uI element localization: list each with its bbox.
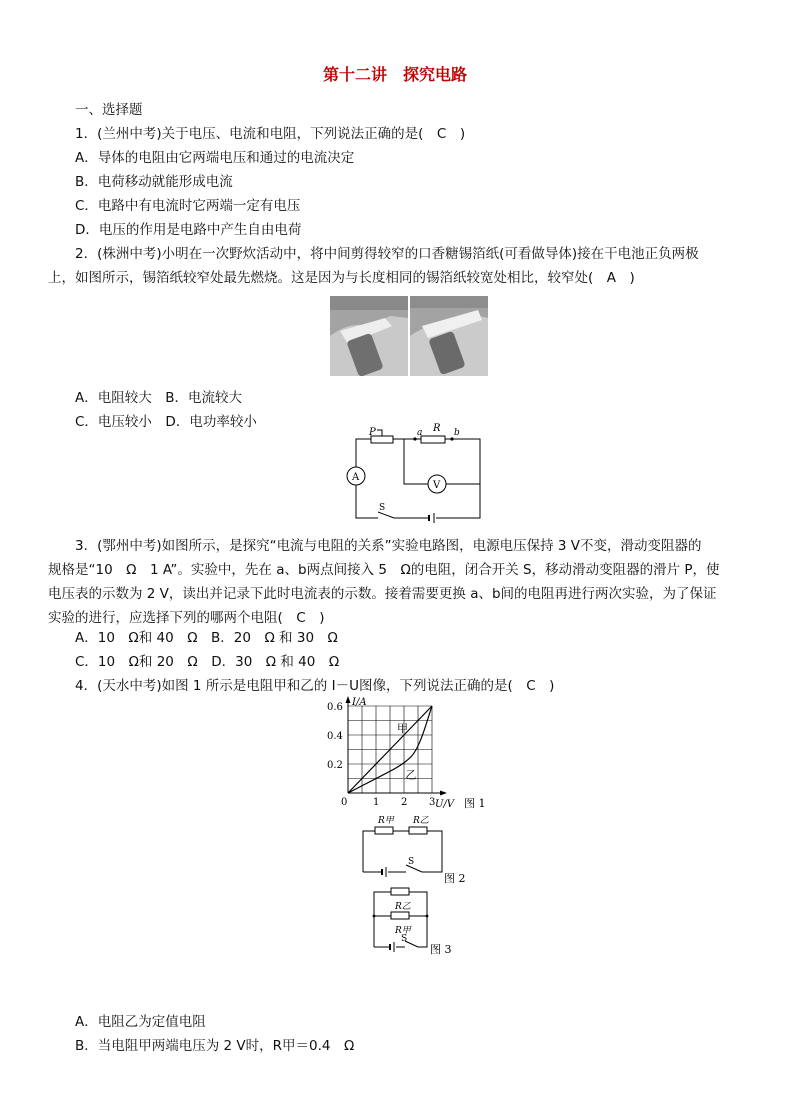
q1-option-d: D．电压的作用是电路中产生自由电荷 (75, 222, 302, 238)
label-r: R (433, 423, 441, 434)
q3-line4: 实验的进行，应选择下列的哪两个电阻( C ) (48, 610, 325, 626)
q1-option-a: A．导体的电阻由它两端电压和通过的电流决定 (75, 150, 355, 166)
q4-option-a: A．电阻乙为定值电阻 (75, 1014, 206, 1030)
q1-option-b: B．电荷移动就能形成电流 (75, 174, 233, 190)
q2-stem-line2: 上，如图所示，锡箔纸较窄处最先燃烧。这是因为与长度相同的锡箔纸较宽处相比，较窄处( A ) (48, 270, 635, 286)
y-tick-label: 0.2 (327, 760, 343, 771)
q3-line2: 规格是“10 Ω 1 A”。实验中，先在 a、b两点间接入 5 Ω的电阻，闭合开关 S，移动滑动变阻器的滑片 P，使 (48, 562, 720, 578)
switch-label: S (379, 503, 386, 513)
q3-line3: 电压表的示数为 2 V，读出并记录下此时电流表的示数。接着需要更换 a、b间的电阻再进行两次实验，为了保证 (48, 586, 717, 602)
fig3-r2-label: R甲 (395, 926, 411, 936)
x-tick-label: 3 (429, 797, 436, 808)
label-a: a (417, 428, 423, 438)
ammeter-label: A (352, 472, 360, 483)
fig3-switch-label: S (401, 934, 408, 944)
q3-circuit-diagram (338, 423, 488, 526)
x-tick-label: 2 (401, 797, 408, 808)
q3-line1: 3．(鄂州中考)如图所示，是探究“电流与电阻的关系”实验电路图，电源电压保持 3 V不变，滑动变阻器的 (75, 538, 702, 554)
q4-option-b: B．当电阻甲两端电压为 2 V时，R甲＝0.4 Ω (75, 1038, 355, 1054)
fig3-r1-label: R乙 (395, 902, 411, 912)
q3-options-line1: A．10 Ω和 40 Ω B．20 Ω 和 30 Ω (75, 630, 338, 646)
y-axis-label: I/A (352, 697, 367, 708)
figure2-caption: 图 2 (444, 872, 466, 885)
q1-stem: 1．(兰州中考)关于电压、电流和电阻，下列说法正确的是( C ) (75, 126, 466, 142)
q2-stem-line1: 2．(株洲中考)小明在一次野炊活动中，将中间剪得较窄的口香糖锡箔纸(可看做导体)接在干电池正负两极 (75, 246, 699, 262)
fig2-r2-label: R乙 (413, 816, 429, 826)
q2-options-line2: C．电压较小 D．电功率较小 (75, 414, 257, 430)
series-label-yi: 乙 (405, 768, 417, 782)
figure3-caption: 图 3 (430, 943, 452, 956)
iu-chart (325, 693, 495, 815)
x-tick-label: 1 (373, 797, 380, 808)
page-title: 第十二讲 探究电路 (322, 65, 467, 84)
q4-stem: 4．(天水中考)如图 1 所示是电阻甲和乙的 I－U图像，下列说法正确的是( C ) (75, 678, 555, 694)
fig2-switch-label: S (408, 857, 415, 867)
series-label-jia: 甲 (397, 722, 408, 736)
y-tick-label: 0.4 (327, 731, 343, 742)
label-b: b (454, 428, 460, 438)
section-heading: 一、选择题 (75, 102, 143, 118)
tinfoil-battery-photo (330, 296, 488, 376)
q2-options-line1: A．电阻较大 B．电流较大 (75, 390, 242, 406)
voltmeter-label: V (433, 480, 441, 491)
origin-label: 0 (341, 797, 348, 808)
y-tick-label: 0.6 (327, 702, 343, 713)
label-p: P (369, 427, 376, 438)
figure3-parallel-circuit (368, 885, 468, 965)
x-axis-label: U/V (435, 799, 455, 810)
figure2-series-circuit (356, 812, 476, 887)
q3-options-line2: C．10 Ω和 20 Ω D．30 Ω 和 40 Ω (75, 654, 340, 670)
figure1-caption: 图 1 (464, 797, 486, 810)
fig2-r1-label: R甲 (378, 816, 394, 826)
q1-option-c: C．电路中有电流时它两端一定有电压 (75, 198, 301, 214)
